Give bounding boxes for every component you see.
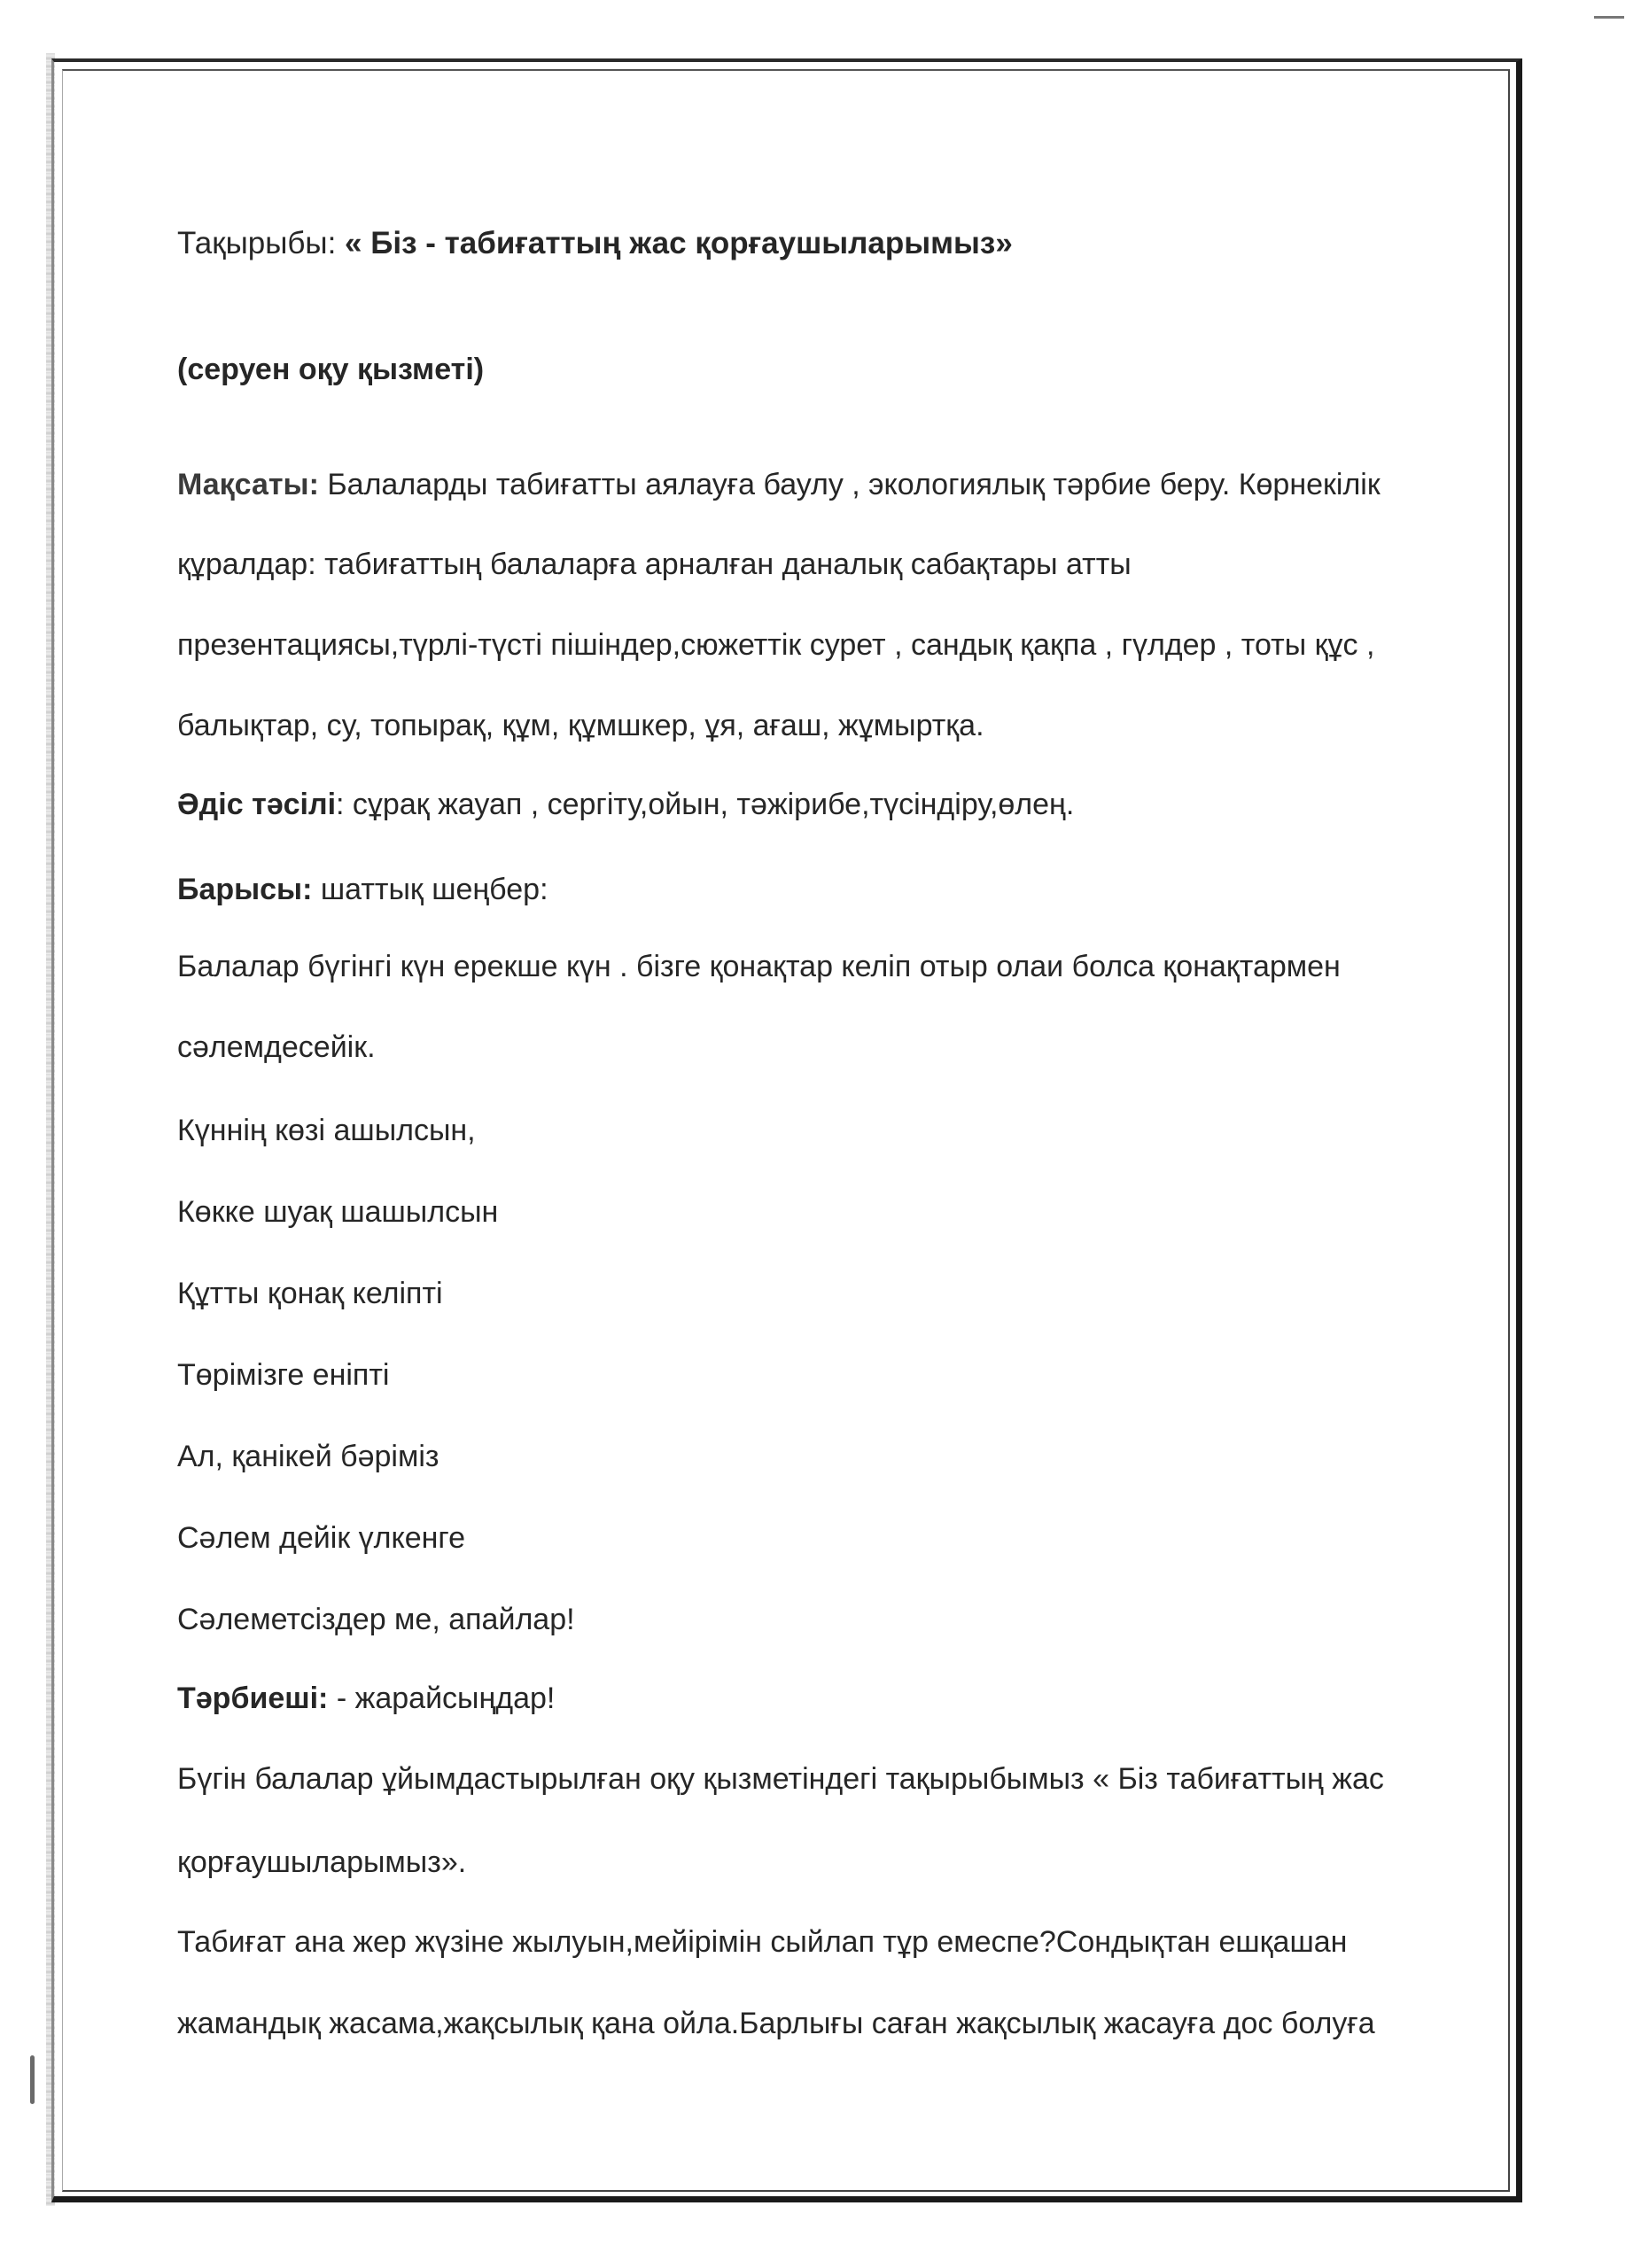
title-line: [177, 226, 1013, 261]
title-label: Тақырыбы:: [177, 226, 337, 260]
goal-line-2: құралдар: табиғаттың балаларға арналған даналық сабақтары атты: [177, 548, 1132, 581]
topic-line-1: Бүгін балалар ұйымдастырылған оқу қызметіндегі тақырыбымыз « Біз табиғаттың жас: [177, 1762, 1384, 1796]
methods-label: Әдіс тәсілі: [177, 788, 337, 821]
intro-line-1: Балалар бүгінгі күн ерекше күн . бізге қонақтар келіп отыр олаи болса қонақтармен: [177, 950, 1341, 983]
methods-line: [177, 787, 1074, 822]
scan-mark: [30, 2055, 35, 2104]
process-label: Барысы:: [177, 873, 313, 906]
teacher-text: - жарайсыңдар!: [336, 1682, 556, 1715]
teacher-line: [177, 1681, 555, 1716]
poem-line: Сәлем дейік үлкенге: [177, 1521, 465, 1555]
poem-line: Құтты қонақ келіпті: [177, 1277, 443, 1310]
topic-line-2: қорғаушыларымыз».: [177, 1845, 467, 1879]
goal-line-3: презентациясы,түрлі-түсті пішіндер,сюжеттік сурет , сандық қақпа , гүлдер , тоты құс ,: [177, 628, 1375, 662]
title-text: « Біз - табиғаттың жас қорғаушыларымыз»: [345, 226, 1013, 260]
intro-line-2: сәлемдесейік.: [177, 1030, 376, 1064]
poem-line: Көкке шуақ шашылсын: [177, 1195, 499, 1229]
poem-line: Күннің көзі ашылсын,: [177, 1114, 476, 1147]
corner-mark: [1594, 16, 1624, 19]
process-line: [177, 872, 548, 907]
poem-line: Төрімізге еніпті: [177, 1358, 390, 1392]
process-text: шаттық шеңбер:: [320, 873, 548, 906]
goal-label: Мақсаты:: [177, 468, 319, 501]
goal-text-1: Балаларды табиғатты аялауға баулу , экологиялық тәрбие беру. Көрнекілік: [327, 468, 1381, 501]
closing-line-1: Табиғат ана жер жүзіне жылуын,мейірімін сыйлап тұр емеспе?Сондықтан ешқашан: [177, 1925, 1348, 1959]
methods-text: : сұрақ жауап , сергіту,ойын, тәжірибе,түсіндіру,өлең.: [336, 788, 1075, 821]
poem-line: Сәлеметсіздер ме, апайлар!: [177, 1603, 575, 1636]
goal-line-1: [177, 467, 1381, 502]
poem-line: Ал, қанікей бәріміз: [177, 1440, 439, 1473]
teacher-label: Тәрбиеші:: [177, 1682, 329, 1715]
subtitle: (серуен оқу қызметі): [177, 353, 485, 386]
closing-line-2: жамандық жасама,жақсылық қана ойла.Барлығы саған жақсылық жасауға дос болуға: [177, 2007, 1375, 2040]
goal-line-4: балықтар, су, топырақ, құм, құмшкер, ұя, ағаш, жұмыртқа.: [177, 709, 984, 742]
